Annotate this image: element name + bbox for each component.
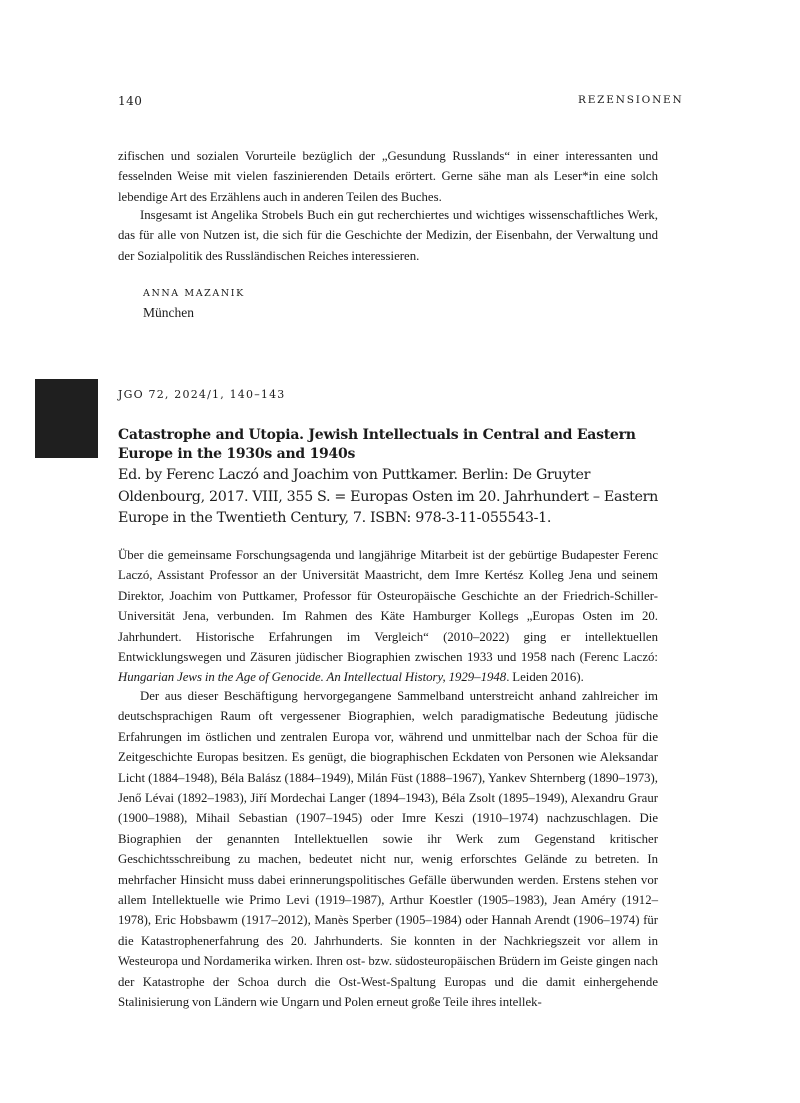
running-header: REZENSIONEN bbox=[578, 94, 684, 106]
journal-reference: JGO 72, 2024/1, 140–143 bbox=[118, 388, 286, 401]
section-marker-block bbox=[35, 379, 98, 458]
reviewer-name: ANNA MAZANIK bbox=[143, 288, 245, 299]
paragraph-text: Über die gemeinsame Forschungsagenda und langjährige Mitarbeit ist der gebürtige Budapester Ferenc Laczó, Assistant Professor an der Universität Maastricht, dem Imre Kertész Kolleg Jena und seinem Direktor, Joachim von Puttkamer, Professor für Osteuropäische Geschichte an der Friedrich-Schiller-Universität Jena, verbunden. Im Rahmen des Käte Hamburger Kollegs „Europas Osten im 20. Jahrhundert. Historische Erfahrungen im Vergleich“ (2010–2022) ging er intellektuellen Entwicklungswegen und Zäsuren jüdischer Biographien zwischen 1933 und 1958 nach (Ferenc Laczó: bbox=[118, 548, 658, 665]
review-paragraph-1 bbox=[118, 545, 658, 688]
book-title: Catastrophe and Utopia. Jewish Intellectuals in Central and Eastern Europe in the 1930s and 1940s bbox=[118, 427, 636, 462]
page-number: 140 bbox=[118, 94, 143, 108]
cited-book-title: Hungarian Jews in the Age of Genocide. An Intellectual History, 1929–1948 bbox=[118, 670, 507, 685]
paragraph-text-end: . Leiden 2016). bbox=[506, 670, 584, 685]
reviewer-city: München bbox=[143, 305, 194, 320]
previous-review-conclusion: Insgesamt ist Angelika Strobels Buch ein gut recherchiertes und wichtiges wissenschaftliches Werk, das für alle von Nutzen ist, die sich für die Geschichte der Medizin, der Eisenbahn, der Verwaltung und der Sozialpolitik des Russländischen Reiches interessieren. bbox=[118, 208, 658, 263]
review-paragraph-2: Der aus dieser Beschäftigung hervorgegangene Sammelband unterstreicht anhand zahlreicher im deutschsprachigen Raum oft vergessener Biographien, welch paradigmatische Bedeutung jüdische Erfahrungen im östlichen und zentralen Europa vor, während und unmittelbar nach der Schoa für die Zeitgeschichte Europas besitzen. Es genügt, die biographischen Eckdaten von Personen wie Aleksandar Licht (1884–1948), Béla Balász (1884–1949), Milán Füst (1888–1967), Yankev Shternberg (1890–1973), Jenő Lévai (1892–1983), Jiří Mordechai Langer (1894–1943), Béla Zsolt (1895–1949), Alexandru Graur (1900–1988), Mihail Sebastian (1907–1945) oder Imre Keszi (1910–1974) nachzuschlagen. Die Biographien der genannten Intellektuellen sowie ihr Werk zum Gegenstand kritischer Geschichtsschreibung zu machen, bedeutet nicht nur, wenig erforschtes Gelände zu betreten. In mehrfacher Hinsicht muss dabei erinnerungspolitisches Gefälle überwunden werden. Erstens stehen vor allem Intellektuelle wie Primo Levi (1919–1987), Arthur Koestler (1905–1983), Jean Améry (1912–1978), Eric Hobsbawm (1917–2012), Manès Sperber (1905–1984) oder Hannah Arendt (1906–1974) für die Katastrophenerfahrung des 20. Jahrhunderts. Sie konnten in der Nachkriegszeit vor allem in Westeuropa und Nordamerika wirken. Ihren ost- bzw. südosteuropäischen Brüdern im Geiste gingen nach der Katastrophe der Schoa durch die Ost-West-Spaltung Europas und die damit einhergehende Stalinisierung von Ländern wie Ungarn und Polen erneut große Teile ihres intellek- bbox=[118, 689, 658, 1010]
previous-review-paragraph: zifischen und sozialen Vorurteile bezüglich der „Gesundung Russlands“ in einer interessanten und fesselnden Weise mit vielen faszinierenden Details erörtert. Gerne sähe man als Leser*in eine solch lebendige Art des Erzählens auch in anderen Teilen des Buches. bbox=[118, 149, 658, 204]
book-bibliography: Ed. by Ferenc Laczó and Joachim von Puttkamer. Berlin: De Gruyter Oldenbourg, 2017. VIII, 355 S. = Europas Osten im 20. Jahrhundert – Eastern Europe in the Twentieth Century, 7. ISBN: 978-3-11-055543-1. bbox=[118, 467, 658, 526]
